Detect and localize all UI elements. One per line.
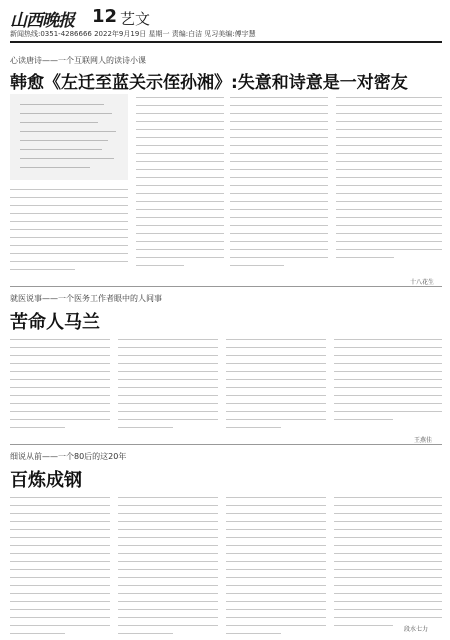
text-line	[136, 193, 224, 194]
text-line	[10, 339, 110, 340]
text-line	[334, 411, 442, 412]
text-line	[118, 403, 218, 404]
text-line	[10, 529, 110, 530]
article-2-column-4	[334, 336, 442, 424]
text-line	[118, 347, 218, 348]
text-line	[334, 593, 442, 594]
text-line	[10, 269, 75, 270]
text-line	[10, 505, 110, 506]
poem-line	[20, 104, 104, 105]
text-line	[118, 577, 218, 578]
text-line	[336, 257, 394, 258]
text-line	[118, 427, 173, 428]
text-line	[336, 161, 442, 162]
text-line	[10, 245, 128, 246]
text-line	[226, 585, 326, 586]
text-line	[334, 355, 442, 356]
text-line	[118, 371, 218, 372]
text-line	[10, 189, 128, 190]
text-line	[336, 113, 442, 114]
article-1-column-1	[10, 186, 128, 274]
text-line	[10, 387, 110, 388]
text-line	[10, 593, 110, 594]
text-line	[136, 121, 224, 122]
article-2-column-2	[118, 336, 218, 432]
text-line	[226, 521, 326, 522]
article-3-column-4	[334, 494, 442, 630]
text-line	[334, 419, 393, 420]
text-line	[118, 513, 218, 514]
text-line	[226, 569, 326, 570]
text-line	[10, 197, 128, 198]
text-line	[226, 529, 326, 530]
text-line	[334, 387, 442, 388]
text-line	[230, 169, 328, 170]
text-line	[10, 395, 110, 396]
text-line	[10, 419, 110, 420]
text-line	[336, 185, 442, 186]
article-1-author: 十八花生	[410, 279, 435, 286]
text-line	[118, 585, 218, 586]
poem-line	[20, 113, 112, 114]
text-line	[230, 241, 328, 242]
text-line	[336, 193, 442, 194]
text-line	[226, 553, 326, 554]
text-line	[230, 145, 328, 146]
poem-line	[20, 167, 90, 168]
text-line	[10, 537, 110, 538]
text-line	[336, 169, 442, 170]
text-line	[10, 237, 128, 238]
article-2-column-1	[10, 336, 110, 432]
text-line	[334, 577, 442, 578]
text-line	[10, 371, 110, 372]
text-line	[334, 521, 442, 522]
text-line	[10, 411, 110, 412]
article-2-headline: 苦命人马兰	[10, 312, 100, 333]
text-line	[118, 553, 218, 554]
text-line	[10, 545, 110, 546]
text-line	[230, 209, 328, 210]
text-line	[136, 249, 224, 250]
text-line	[118, 387, 218, 388]
text-line	[10, 601, 110, 602]
text-line	[10, 427, 65, 428]
text-line	[136, 209, 224, 210]
text-line	[118, 521, 218, 522]
text-line	[118, 529, 218, 530]
text-line	[226, 617, 326, 618]
text-line	[230, 233, 328, 234]
text-line	[334, 529, 442, 530]
text-line	[10, 363, 110, 364]
text-line	[334, 585, 442, 586]
text-line	[230, 257, 328, 258]
text-line	[226, 411, 326, 412]
text-line	[226, 347, 326, 348]
text-line	[10, 403, 110, 404]
text-line	[118, 379, 218, 380]
article-3-column-2	[118, 494, 218, 638]
article-3-kicker: 细说从前——一个80后的这20年	[10, 452, 127, 461]
article-3-column-3	[226, 494, 326, 638]
article-1-poem-box	[10, 94, 128, 180]
text-line	[226, 609, 326, 610]
text-line	[336, 201, 442, 202]
text-line	[226, 505, 326, 506]
text-line	[226, 427, 281, 428]
text-line	[118, 561, 218, 562]
text-line	[230, 97, 328, 98]
text-line	[10, 379, 110, 380]
text-line	[136, 137, 224, 138]
text-line	[118, 617, 218, 618]
text-line	[136, 161, 224, 162]
text-line	[118, 411, 218, 412]
text-line	[334, 403, 442, 404]
text-line	[118, 569, 218, 570]
page-number: 12	[92, 6, 118, 27]
text-line	[136, 169, 224, 170]
text-line	[118, 545, 218, 546]
text-line	[118, 609, 218, 610]
text-line	[334, 569, 442, 570]
text-line	[10, 213, 128, 214]
text-line	[136, 241, 224, 242]
text-line	[334, 497, 442, 498]
text-line	[334, 537, 442, 538]
text-line	[226, 497, 326, 498]
poem-line	[20, 131, 116, 132]
article-2-kicker: 就医说事——一个医务工作者眼中的人间事	[10, 294, 162, 303]
text-line	[118, 355, 218, 356]
text-line	[10, 205, 128, 206]
text-line	[10, 355, 110, 356]
text-line	[334, 617, 442, 618]
text-line	[226, 379, 326, 380]
text-line	[226, 419, 326, 420]
text-line	[226, 593, 326, 594]
text-line	[136, 145, 224, 146]
text-line	[10, 585, 110, 586]
text-line	[336, 209, 442, 210]
text-line	[230, 265, 284, 266]
text-line	[336, 97, 442, 98]
text-line	[226, 339, 326, 340]
text-line	[10, 577, 110, 578]
text-line	[230, 129, 328, 130]
text-line	[136, 113, 224, 114]
text-line	[336, 145, 442, 146]
text-line	[136, 129, 224, 130]
text-line	[226, 395, 326, 396]
section-divider-2	[10, 444, 442, 445]
text-line	[118, 419, 218, 420]
text-line	[118, 395, 218, 396]
text-line	[336, 129, 442, 130]
text-line	[10, 569, 110, 570]
text-line	[230, 137, 328, 138]
text-line	[230, 185, 328, 186]
text-line	[226, 363, 326, 364]
text-line	[10, 609, 110, 610]
newspaper-logo: 山西晚报	[10, 11, 74, 31]
text-line	[334, 601, 442, 602]
text-line	[334, 561, 442, 562]
text-line	[230, 201, 328, 202]
text-line	[136, 201, 224, 202]
text-line	[136, 233, 224, 234]
text-line	[10, 221, 128, 222]
text-line	[334, 347, 442, 348]
text-line	[226, 355, 326, 356]
text-line	[226, 387, 326, 388]
text-line	[10, 625, 110, 626]
text-line	[226, 601, 326, 602]
text-line	[334, 395, 442, 396]
section-divider-1	[10, 286, 442, 287]
article-3-column-1	[10, 494, 110, 638]
text-line	[10, 229, 128, 230]
text-line	[10, 521, 110, 522]
text-line	[226, 545, 326, 546]
text-line	[336, 241, 442, 242]
text-line	[226, 537, 326, 538]
text-line	[230, 217, 328, 218]
text-line	[136, 153, 224, 154]
section-name: 艺文	[120, 10, 151, 28]
text-line	[118, 625, 218, 626]
poem-line	[20, 140, 108, 141]
poem-line	[20, 158, 114, 159]
text-line	[230, 153, 328, 154]
text-line	[334, 513, 442, 514]
text-line	[10, 513, 110, 514]
text-line	[334, 625, 393, 626]
text-line	[336, 153, 442, 154]
text-line	[336, 137, 442, 138]
text-line	[226, 633, 281, 634]
text-line	[230, 249, 328, 250]
text-line	[334, 609, 442, 610]
text-line	[136, 225, 224, 226]
text-line	[10, 561, 110, 562]
masthead-rule	[10, 41, 442, 43]
text-line	[336, 177, 442, 178]
text-line	[136, 265, 184, 266]
text-line	[10, 261, 128, 262]
article-3-headline: 百炼成钢	[10, 470, 82, 491]
text-line	[118, 537, 218, 538]
text-line	[226, 371, 326, 372]
text-line	[336, 217, 442, 218]
article-1-column-3	[230, 94, 328, 270]
text-line	[136, 97, 224, 98]
text-line	[334, 371, 442, 372]
text-line	[226, 513, 326, 514]
text-line	[230, 193, 328, 194]
article-1-column-2	[136, 94, 224, 270]
text-line	[336, 233, 442, 234]
text-line	[230, 105, 328, 106]
text-line	[230, 177, 328, 178]
poem-line	[20, 122, 98, 123]
text-line	[10, 347, 110, 348]
article-3-author: 段水七力	[404, 626, 429, 633]
article-1-headline: 韩愈《左迁至蓝关示侄孙湘》:失意和诗意是一对密友	[10, 73, 408, 93]
text-line	[334, 339, 442, 340]
text-line	[334, 363, 442, 364]
text-line	[10, 633, 65, 634]
text-line	[230, 113, 328, 114]
text-line	[336, 249, 442, 250]
text-line	[334, 379, 442, 380]
text-line	[336, 225, 442, 226]
text-line	[336, 105, 442, 106]
text-line	[226, 403, 326, 404]
text-line	[136, 217, 224, 218]
text-line	[226, 577, 326, 578]
text-line	[10, 253, 128, 254]
article-1-kicker: 心读唐诗——一个互联网人的读诗小课	[10, 56, 146, 65]
text-line	[136, 257, 224, 258]
text-line	[10, 497, 110, 498]
text-line	[118, 497, 218, 498]
article-2-column-3	[226, 336, 326, 432]
text-line	[136, 185, 224, 186]
text-line	[136, 177, 224, 178]
article-1-column-4	[336, 94, 442, 262]
text-line	[226, 561, 326, 562]
text-line	[334, 553, 442, 554]
text-line	[136, 105, 224, 106]
text-line	[230, 225, 328, 226]
poem-line	[20, 149, 102, 150]
text-line	[334, 505, 442, 506]
text-line	[10, 617, 110, 618]
text-line	[10, 553, 110, 554]
text-line	[118, 339, 218, 340]
text-line	[334, 545, 442, 546]
issue-line: 新闻热线:0351-4286666 2022年9月19日 星期一 责编:白洁 见习美编:傅宇慧	[10, 30, 256, 38]
text-line	[230, 121, 328, 122]
article-2-author: 王燕佳	[414, 437, 433, 444]
text-line	[230, 161, 328, 162]
text-line	[226, 625, 326, 626]
text-line	[336, 121, 442, 122]
text-line	[118, 505, 218, 506]
text-line	[118, 601, 218, 602]
masthead	[10, 6, 442, 42]
text-line	[118, 633, 173, 634]
text-line	[118, 593, 218, 594]
text-line	[118, 363, 218, 364]
